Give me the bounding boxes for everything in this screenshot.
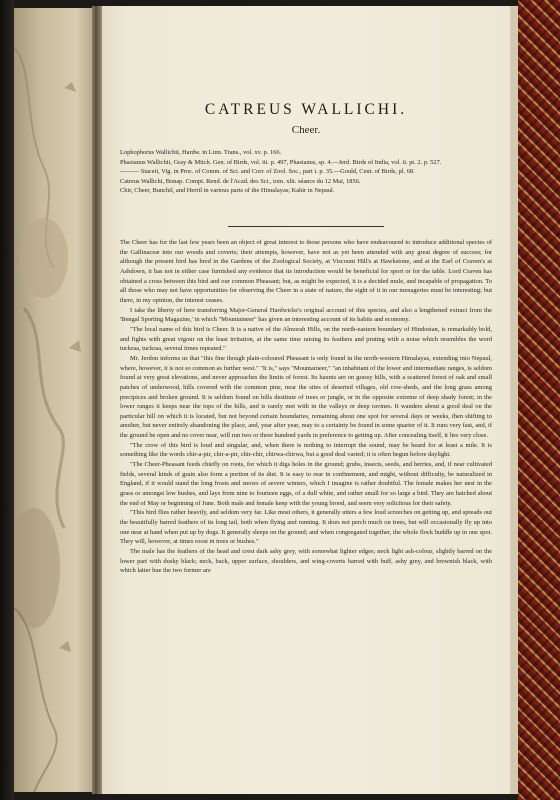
marbled-cover-edge xyxy=(518,0,560,800)
text-page xyxy=(102,6,510,794)
section-divider xyxy=(228,226,384,227)
body-paragraph: Mr. Jerdon informs us that "this fine though plain-coloured Pheasant is only found in the north-western Himalayas, extending into Nepaul, where, however, it is not so common as further west." "It is," says "Mountaineer," "an inhabitant of the lower and intermediate ranges, is seldom found at very great elevations, and never approaches the limits of forest. Its haunts are on grassy hills, with a scattered forest of oak and small patches of underwood, hills covered with the common pine, near the sites of deserted villages, old cow-sheds, and the long grass among precipices and broken ground. It is seldom found on hills destitute of trees or jungle, or in the opposite extreme of deep shady forest; in the lower ranges it keeps near the tops of the hills, and is rarely met with in the valleys or deep ravines. It wanders about a good deal on the particular hill on which it is located, but not beyond certain boundaries, remaining about one spot for several days or weeks, then shifting to another, but never entirely abandoning the place, and, year after year, may to a certainty be found in some quarter of it. It runs very fast, and, if the ground be open and no cover near, will run two or three hundred yards in preference to getting up. After concealing itself, it lies very close. xyxy=(120,354,492,440)
body-paragraph: The Cheer has for the last few years been an object of great interest to those persons who have endeavoured to introduce additional species of the Gallinaceæ into our woods and coverts; their attempts, however, have not as yet been attended with any great degree of success; for although the present bird has bred in the Gardens of the Zoological Society, at Viscount Hill's at Hawkstone, and at the Earl of Craven's at Ashdown, it has not in either case furnished any evidence that its introduction would be beneficial for sport or for the table. Lord Craven has obtained a cross between this bird and our common Pheasant; but, as might be expected, it is a decided mule, and incapable of propagation. To all those who may not have opportunities for observing the Cheer in a state of nature, the sight of it in our menageries must be interesting; but there, in my opinion, the interest ceases. xyxy=(120,239,492,304)
common-name: Cheer. xyxy=(291,124,321,136)
page-fore-edge xyxy=(510,6,518,794)
synonymy-entry: Chir, Cheer, Bunchil, and Herril in various parts of the Himalayas; Kahir in Nepaul. xyxy=(120,187,335,195)
synonymy-block xyxy=(120,148,492,196)
body-paragraph: The male has the feathers of the head and crest dark ashy grey, with somewhat lighter edges; neck light ash-colour, slightly barred on the lower part with dusky black; neck, back, upper surface, shoulders, and wing-coverts barred with buff, ashy grey, and brownish black, with which latter hue the two former are xyxy=(120,548,492,575)
synonymy-entry: Phasianus Wallichii, Gray & Mitch. Gen. of Birds, vol. iii. p. 497, Phasianus, sp. 4.—Jerd. Birds of India, vol. ii. pt. 2. p. 527. xyxy=(120,158,442,166)
page-gutter xyxy=(92,6,102,794)
body-paragraph: "The crow of this bird is loud and singular, and, when there is nothing to interrupt the sound, may be heard for at least a mile. It is something like the words chir-a-pir, chir-a-pir, chir-chir, chirwa-chirwa, but a good deal varied; it is often begun before daylight. xyxy=(120,441,492,459)
synonymy-entry: Catreus Wallichi, Bonap. Compt. Rend. de l'Acad. des Sci., tom. xlii. séance du 12 Mai, 1856. xyxy=(120,177,361,185)
synonymy-entry: Lophophorus Wallichii, Hardw. in Linn. Trans., vol. xv. p. 166. xyxy=(120,149,282,156)
book-spine-shadow xyxy=(0,0,14,800)
facing-plate-illustration xyxy=(14,8,92,792)
body-text xyxy=(120,238,492,576)
page-title: CATREUS WALLICHI. xyxy=(204,101,408,118)
body-paragraph: "The Cheer-Pheasant feeds chiefly on roots, for which it digs holes in the ground; grubs, insects, seeds, and berries, and, if near cultivated fields, several kinds of grain also form a portion of its diet. It is easy to rear in confinement, and might, without difficulty, be naturalized in England, if it would stand the long frosts and snows of severe winters, which I imagine is rather doubtful. The female makes her nest in the grass or amongst low bushes, and lays from nine to fourteen eggs, of a dull white, and rather small for so large a bird. They are hatched about the end of May or beginning of June. Both male and female keep with the young brood, and seem very solicitous for their safety. xyxy=(120,461,492,507)
facing-plate-page xyxy=(14,8,92,792)
synonymy-entry: ——— Staceii, Vig. in Proc. of Comm. of Sci. and Corr. of Zool. Soc., part i. p. 35.—Gould, Cent. of Birds, pl. 68. xyxy=(120,168,415,176)
body-paragraph: I take the liberty of here transferring Major-General Hardwicke's original account of this species, and also a lengthened extract from the 'Bengal Sporting Magazine,' in which "Mountaineer" has given an interesting account of its habits and economy. xyxy=(120,306,492,324)
body-paragraph: "This bird flies rather heavily, and seldom very far. Like most others, it generally utters a few loud screeches on getting up, and spreads out the beautifully barred feathers of its long tail, both when flying and running. It does not perch much on trees, but will occasionally fly up into one near at hand when put up by dogs. It generally sleeps on the ground; and when congregated together, the whole flock huddle up in one spot. They will, however, at times roost in trees or bushes." xyxy=(120,509,492,546)
body-paragraph: "The local name of this bird is Cheer. It is a native of the Almorah Hills, on the north-eastern boundary of Hindostan, is remarkably bold, and fights with great vigour on the least irritation, at the same time raising its feathers and pruting with a noise which resembles the word tuckraa, tuckraa, several times repeated." xyxy=(120,325,492,353)
